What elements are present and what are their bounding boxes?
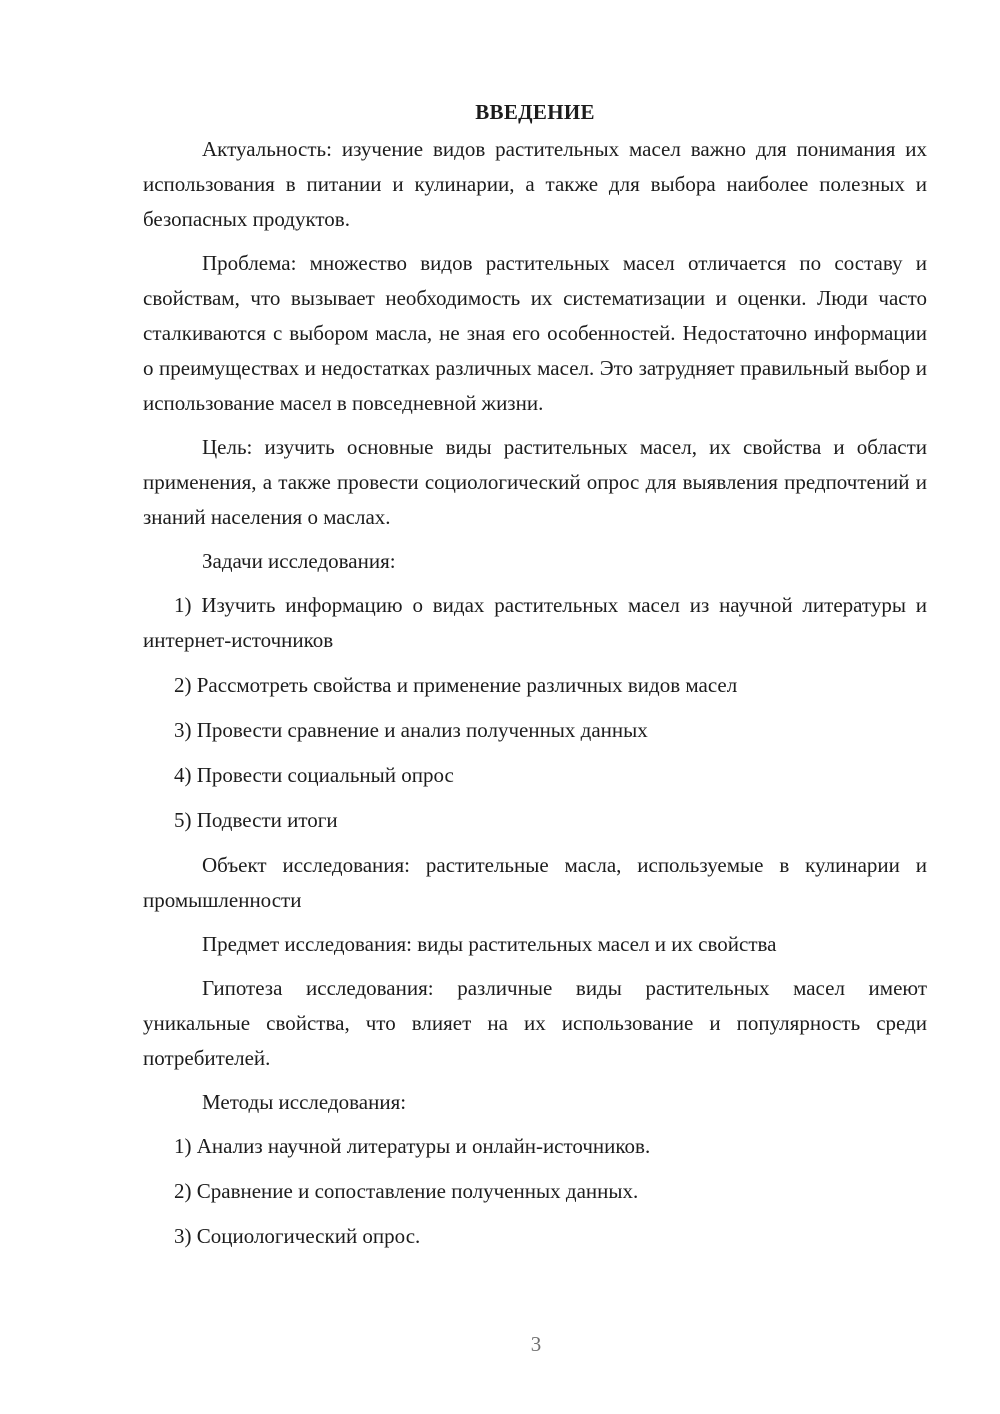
- task-item-4: 4) Провести социальный опрос: [174, 763, 454, 787]
- subject-paragraph: Предмет исследования: виды растительных масел и их свойства: [202, 932, 777, 956]
- task-item-1: 1) Изучить информацию о видах растительных масел из научной литературы и интернет-источников: [143, 593, 927, 652]
- method-item-1: 1) Анализ научной литературы и онлайн-источников.: [174, 1134, 651, 1158]
- relevance-paragraph: Актуальность: изучение видов растительных масел важно для понимания их использования в питании и кулинарии, а также для выбора наиболее полезных и безопасных продуктов.: [143, 137, 927, 231]
- page-title: ВВЕДЕНИЕ: [475, 100, 595, 124]
- task-item-5: 5) Подвести итоги: [174, 808, 338, 832]
- page-number: 3: [530, 1332, 542, 1356]
- document-body: [143, 92, 927, 1264]
- tasks-title: Задачи исследования:: [202, 549, 396, 573]
- method-item-3: 3) Социологический опрос.: [174, 1224, 421, 1248]
- object-paragraph: Объект исследования: растительные масла, используемые в кулинарии и промышленности: [143, 853, 927, 912]
- goal-paragraph: Цель: изучить основные виды растительных масел, их свойства и области применения, а также провести социологический опрос для выявления предпочтений и знаний населения о маслах.: [143, 435, 927, 529]
- methods-title: Методы исследования:: [202, 1090, 407, 1114]
- hypothesis-paragraph: Гипотеза исследования: различные виды растительных масел имеют уникальные свойства, что влияет на их использование и популярность среди потребителей.: [143, 976, 927, 1070]
- method-item-2: 2) Сравнение и сопоставление полученных данных.: [174, 1179, 639, 1203]
- task-item-3: 3) Провести сравнение и анализ полученных данных: [174, 718, 648, 742]
- problem-paragraph: Проблема: множество видов растительных масел отличается по составу и свойствам, что вызывает необходимость их систематизации и оценки. Люди часто сталкиваются с выбором масла, не зная его особенностей. Недостаточно информации о преимуществах и недостатках различных масел. Это затрудняет правильный выбор и использование масел в повседневной жизни.: [143, 251, 927, 415]
- task-item-2: 2) Рассмотреть свойства и применение различных видов масел: [174, 673, 738, 697]
